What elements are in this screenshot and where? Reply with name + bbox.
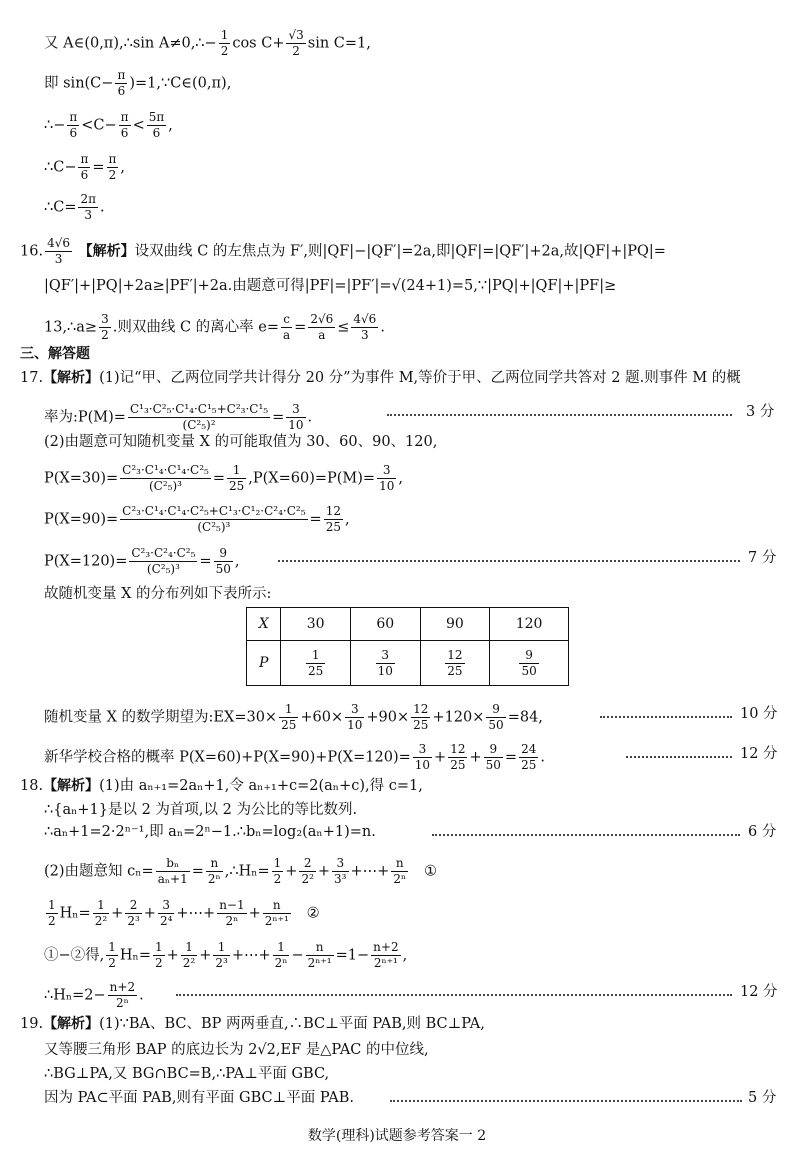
- fraction: $\frac{n+2}{\text{2ⁿ}}$: [109, 980, 136, 1010]
- score-label: 7 分: [748, 550, 777, 566]
- fraction: $\frac{9}{50}$: [485, 742, 501, 772]
- q17-line-2: 率为:P(M)= $\frac{\text{C¹₃·C²₅·C¹₄·C¹₅+C²₃·C¹₅}}{\text{(C²₅)²}}$ = $\frac{3}{10}$ .: [44, 402, 313, 432]
- fraction: $\frac{2\pi}{3}$: [80, 192, 97, 222]
- fraction: $\frac{√3}{2}$: [288, 28, 304, 58]
- q18-line-6: ①−②得, $\frac{1}{2}$ Hₙ= $\frac{1}{2}$ + $\frac{1}{\text{2²}}$ + $\frac{1}{\text{2³}}$ +⋯+ $\frac{1}{\text{2ⁿ}}$ − $\frac{n}{\text{2ⁿ⁺¹}}$ =1− $\frac{n+2}{\text{2ⁿ⁺¹}}$ ,: [44, 940, 408, 970]
- fraction: $\frac{12}{25}$: [325, 504, 341, 534]
- table-cell: $\frac{3}{10}$: [350, 641, 420, 686]
- q17-line-4: P(X=30)= $\frac{\text{C²₃·C¹₄·C¹₄·C²₅}}{\text{(C²₅)³}}$ = $\frac{1}{25}$ ,P(X=60)=P(M)= $\frac{3}{10}$ ,: [44, 463, 403, 493]
- fraction: $\frac{12}{25}$: [450, 742, 466, 772]
- fraction: $\frac{24}{25}$: [521, 742, 537, 772]
- fraction: $\frac{\pi}{6}$: [80, 152, 89, 182]
- q17-line-5: P(X=90)= $\frac{\text{C²₃·C¹₄·C¹₄·C²₅+C¹₃·C¹₂·C²₄·C²₅}}{\text{(C²₅)³}}$ = $\frac{12}{25}$ ,: [44, 504, 350, 534]
- section-heading: 三、解答题: [20, 346, 90, 362]
- q17-line-9: 新华学校合格的概率 P(X=60)+P(X=90)+P(X=120)= $\frac{3}{10}$ + $\frac{12}{25}$ + $\frac{9}{50}$ = $\frac{24}{25}$ .: [44, 742, 545, 772]
- answer-fraction: $\frac{4√6}{3}$: [47, 236, 70, 266]
- q17-line-3: (2)由题意可知随机变量 X 的可能取值为 30、60、90、120,: [44, 434, 438, 450]
- q17-line-1: 17.【解析】(1)记“甲、乙两位同学共计得分 20 分”为事件 M,等价于甲、乙两位同学共答对 2 题.则事件 M 的概: [20, 370, 741, 386]
- fraction: $\frac{3}{\text{2⁴}}$: [159, 898, 173, 928]
- fraction: $\frac{1}{2}$: [154, 940, 163, 970]
- fraction: $\frac{1}{25}$: [228, 463, 245, 493]
- top-line-2: 即 sin(C− $\frac{\pi}{6}$ )=1,∵C∈(0,π),: [44, 68, 232, 98]
- score-label: 3 分: [746, 404, 775, 420]
- fraction: $\frac{2}{\text{2³}}$: [127, 898, 140, 928]
- fraction: $\frac{\pi}{6}$: [120, 110, 129, 140]
- equation-marker: ②: [306, 905, 320, 922]
- fraction: $\frac{\pi}{6}$: [117, 68, 126, 98]
- fraction: $\frac{1}{2}$: [273, 856, 282, 886]
- fraction: $\frac{1}{2}$: [220, 28, 229, 58]
- leader-dots: [390, 1100, 742, 1102]
- fraction: $\frac{\pi}{2}$: [108, 152, 117, 182]
- fraction: $\frac{n}{\text{2ⁿ⁺¹}}$: [307, 940, 332, 970]
- fraction: $\frac{\text{C²₃·C¹₄·C¹₄·C²₅}}{\text{(C²₅)³}}$: [122, 463, 209, 493]
- q19-line-1: 19.【解析】(1)∵BA、BC、BP 两两垂直,∴BC⊥平面 PAB,则 BC⊥PA,: [20, 1016, 485, 1032]
- fraction: $\frac{9}{50}$: [215, 546, 231, 576]
- fraction: $\frac{c}{a}$: [283, 312, 291, 342]
- table-header-cell: 120: [490, 608, 569, 641]
- q16-line-2: |QF′|+|PQ|+2a≥|PF′|+2a.由题意可得|PF|=|PF′|=√(24+1)=5,∵|PQ|+|QF|+|PF|≥: [44, 278, 617, 294]
- analysis-tag: 【解析】: [78, 243, 135, 260]
- table-cell: $\frac{9}{50}$: [490, 641, 569, 686]
- leader-dots: [387, 414, 732, 416]
- q18-line-5: $\frac{1}{2}$ Hₙ= $\frac{1}{\text{2²}}$ + $\frac{2}{\text{2³}}$ + $\frac{3}{\text{2⁴}}$ +⋯+ $\frac{n-1}{\text{2ⁿ}}$ + $\frac{n}{\text{2ⁿ⁺¹}}$ ②: [48, 898, 320, 928]
- analysis-tag: 【解析】: [43, 778, 100, 794]
- table-header-cell: 30: [281, 608, 351, 641]
- leader-dots: [600, 716, 732, 718]
- analysis-tag: 【解析】: [43, 370, 100, 386]
- page-footer: 数学(理科)试题参考答案一 2: [307, 1128, 487, 1144]
- fraction: $\frac{3}{10}$: [288, 402, 304, 432]
- q18-line-1: 18.【解析】(1)由 aₙ₊₁=2aₙ+1,令 aₙ₊₁+c=2(aₙ+c),得 c=1,: [20, 778, 423, 794]
- q16-line-1: 16. $\frac{4√6}{3}$ 【解析】设双曲线 C 的左焦点为 F′,则|QF|−|QF′|=2a,即|QF|=|QF′|+2a,故|QF|+|PQ|=: [20, 236, 666, 266]
- score-label: 5 分: [748, 1090, 777, 1106]
- fraction: $\frac{n-1}{\text{2ⁿ}}$: [219, 898, 245, 928]
- q18-line-4: (2)由题意知 cₙ= $\frac{\text{bₙ}}{\text{aₙ+1}}$ = $\frac{n}{\text{2ⁿ}}$ ,∴Hₙ= $\frac{1}{2}$ + $\frac{2}{\text{2²}}$ + $\frac{3}{\text{3³}}$ +⋯+ $\frac{n}{\text{2ⁿ}}$ ①: [44, 856, 437, 886]
- q17-line-6: P(X=120)= $\frac{\text{C²₃·C²₄·C²₅}}{\text{(C²₅)³}}$ = $\frac{9}{50}$ ,: [44, 546, 240, 576]
- fraction: $\frac{3}{10}$: [379, 463, 395, 493]
- top-line-5: ∴C= $\frac{2\pi}{3}$ .: [44, 192, 105, 222]
- top-line-3: ∴− $\frac{\pi}{6}$ <C− $\frac{\pi}{6}$ < $\frac{5\pi}{6}$ ,: [44, 110, 173, 140]
- fraction: $\frac{\text{C²₃·C²₄·C²₅}}{\text{(C²₅)³}}$: [131, 546, 196, 576]
- table-header-cell: 60: [350, 608, 420, 641]
- score-label: 10 分: [740, 706, 778, 722]
- q19-line-2: 又等腰三角形 BAP 的底边长为 2√2,EF 是△PAC 的中位线,: [44, 1042, 429, 1058]
- top-line-1: 又 A∈(0,π),∴sin A≠0,∴− $\frac{1}{2}$ cos C+ $\frac{√3}{2}$ sin C=1,: [44, 28, 371, 58]
- fraction: $\frac{n+2}{\text{2ⁿ⁺¹}}$: [373, 940, 399, 970]
- score-label: 6 分: [748, 824, 777, 840]
- fraction: $\frac{\text{C²₃·C¹₄·C¹₄·C²₅+C¹₃·C¹₂·C²₄·C²₅}}{\text{(C²₅)³}}$: [122, 504, 306, 534]
- fraction: $\frac{n}{\text{2ⁿ}}$: [207, 856, 221, 886]
- score-label: 12 分: [740, 984, 778, 1000]
- q17-line-7: 故随机变量 X 的分布列如下表所示:: [44, 586, 272, 602]
- q18-line-3: ∴aₙ+1=2·2ⁿ⁻¹,即 aₙ=2ⁿ−1.∴bₙ=log₂(aₙ+1)=n.: [44, 824, 376, 840]
- fraction: $\frac{1}{\text{2²}}$: [182, 940, 196, 970]
- q19-line-3: ∴BG⊥PA,又 BG∩BC=B,∴PA⊥平面 GBC,: [44, 1066, 330, 1082]
- table-cell: $\frac{1}{25}$: [281, 641, 351, 686]
- q18-line-7: ∴Hₙ=2− $\frac{n+2}{\text{2ⁿ}}$ .: [44, 980, 144, 1010]
- fraction: $\frac{12}{25}$: [413, 702, 429, 732]
- table-row: [247, 608, 569, 641]
- equation-marker: ①: [423, 863, 437, 880]
- table-cell: P: [247, 641, 281, 686]
- fraction: $\frac{\text{C¹₃·C²₅·C¹₄·C¹₅+C²₃·C¹₅}}{\text{(C²₅)²}}$: [129, 402, 269, 432]
- fraction: $\frac{\text{bₙ}}{\text{aₙ+1}}$: [157, 856, 188, 886]
- fraction: $\frac{2}{\text{2²}}$: [301, 856, 314, 886]
- fraction: $\frac{n}{\text{2ⁿ}}$: [393, 856, 407, 886]
- fraction: $\frac{1}{\text{2³}}$: [215, 940, 228, 970]
- q16-line-3: 13,∴a≥ $\frac{3}{2}$ .则双曲线 C 的离心率 e= $\frac{c}{a}$ = $\frac{2√6}{a}$ ≤ $\frac{4√6}{3}$ .: [44, 312, 385, 342]
- distribution-table: [246, 607, 569, 686]
- top-line-4: ∴C− $\frac{\pi}{6}$ = $\frac{\pi}{2}$ ,: [44, 152, 126, 182]
- table-header-cell: 90: [420, 608, 490, 641]
- leader-dots: [626, 756, 732, 758]
- fraction: $\frac{1}{2}$: [108, 940, 116, 970]
- fraction: $\frac{3}{\text{3³}}$: [334, 856, 347, 886]
- analysis-tag: 【解析】: [43, 1016, 100, 1032]
- fraction: $\frac{n}{\text{2ⁿ⁺¹}}$: [264, 898, 289, 928]
- leader-dots: [278, 560, 740, 562]
- table-cell: $\frac{12}{25}$: [420, 641, 490, 686]
- table-row: [247, 641, 569, 686]
- fraction: $\frac{3}{10}$: [414, 742, 431, 772]
- fraction: $\frac{5\pi}{6}$: [148, 110, 165, 140]
- fraction: $\frac{2√6}{a}$: [310, 312, 334, 342]
- fraction: $\frac{3}{2}$: [101, 312, 109, 342]
- fraction: $\frac{1}{2}$: [48, 898, 56, 928]
- leader-dots: [176, 994, 732, 996]
- q19-line-4: 因为 PA⊂平面 PAB,则有平面 GBC⊥平面 PAB.: [44, 1090, 355, 1106]
- fraction: $\frac{1}{\text{2²}}$: [94, 898, 108, 928]
- fraction: $\frac{3}{10}$: [347, 702, 363, 732]
- score-label: 12 分: [740, 746, 778, 762]
- q17-line-8: 随机变量 X 的数学期望为:EX=30× $\frac{1}{25}$ +60× $\frac{3}{10}$ +90× $\frac{12}{25}$ +120× $\frac{9}{50}$ =84,: [44, 702, 543, 732]
- fraction: $\frac{\pi}{6}$: [69, 110, 78, 140]
- q18-line-2: ∴{aₙ+1}是以 2 为首项,以 2 为公比的等比数列.: [44, 802, 358, 818]
- fraction: $\frac{1}{25}$: [281, 702, 297, 732]
- fraction: $\frac{4√6}{3}$: [353, 312, 377, 342]
- leader-dots: [432, 834, 740, 836]
- table-header-cell: X: [247, 608, 281, 641]
- fraction: $\frac{9}{50}$: [488, 702, 504, 732]
- fraction: $\frac{1}{\text{2ⁿ}}$: [274, 940, 288, 970]
